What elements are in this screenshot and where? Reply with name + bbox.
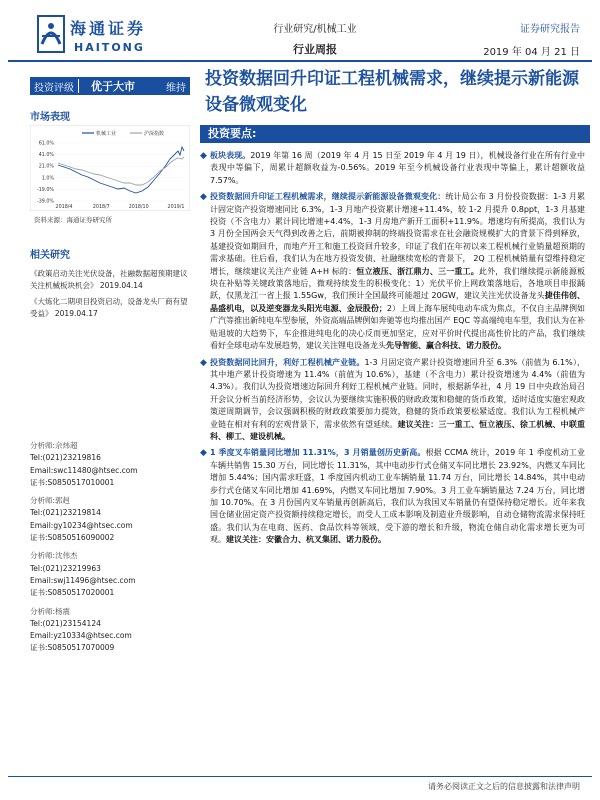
report-label: 证券研究报告 (520, 24, 580, 35)
legend-label-2: 沪深指数 (144, 131, 165, 137)
analyst-name: 分析师:郭赳 (30, 496, 71, 506)
related-research (30, 250, 190, 320)
rating-value: 优于大市 (91, 80, 135, 93)
analyst-name: 分析师:佘炜超 (30, 441, 78, 450)
company-logo (8, 10, 168, 58)
key-point-lead: 投资数据同比回升，利好工程机械产业链。 (210, 357, 365, 367)
key-point-emphasis: 捷佳伟创、晶盛机电，以及逆变器龙头阳光电源、金辰股份； (210, 291, 585, 313)
key-point-emphasis: 建议关注：三一重工、恒立液压、徐工机械、中联重科、柳工、建设机械。 (210, 419, 585, 441)
key-point-emphasis: 恒立液压、浙江鼎力、三一重工。 (356, 266, 479, 276)
related-item-date: 2019.04.14 (99, 281, 143, 290)
logo-text-en: HAITONG (74, 41, 145, 54)
related-item-title: 《大炼化二期项目投资启动，设备龙头厂商有望受益》 (30, 297, 188, 318)
related-item-title: 《政策启动关注光伏设备，社融数据超预期建议关注机械板块机会》 (30, 269, 188, 290)
y-tick-label: 21.0% (38, 164, 54, 170)
bullet-icon: ◆ (200, 192, 207, 203)
rating-box (30, 77, 190, 95)
rating-status: 维持 (166, 82, 186, 94)
key-point-emphasis: 建议关注：安徽合力、杭叉集团、诺力股份。 (226, 535, 386, 545)
key-point-lead: 投资数据回升印证工程机械需求，继续提示新能源设备微观变化： (210, 192, 446, 202)
x-tick-label: 2018/10 (128, 205, 149, 210)
y-tick-label: -39.0% (37, 199, 54, 205)
related-heading: 相关研究 (30, 250, 70, 261)
analyst-card (30, 606, 190, 655)
analyst-name: 分析师:沈伟杰 (30, 551, 78, 561)
bullet-icon: ◆ (200, 448, 207, 459)
legend-label-1: 机械工业 (96, 131, 117, 137)
key-point-text: 根据 CCMA 统计，2019 年 1 季度机动工业车辆共销售 15.30 万台，同比增长 11.31%，其中电动步行式仓储叉车同比增长 23.92%，内燃叉车同比增加 5.44%；国内需求旺盛，1 季度国内机动工业车辆销量 11.74 万台，同比增长 14.84%，其中电动步行式仓储叉车同比增加 41.69%，内燃叉车同比增加 7.90%。3 月工业车辆销量达 7.24 万台，同比增加 10.70%。在 3 月份国内叉车销量再创新高后，我们认为我国叉车销量仍有望保持稳定增长。近年来我国仓储业固定资产投资额持续稳定增长，而受人工成本影响及制造业升级影响，自动仓储物流需求保持旺盛。我们认为在电商、医药、食品饮料等领域，受下游的增长和升级，物流仓储自动化需求增长更为可观。 (210, 448, 585, 545)
key-point-2 (200, 191, 585, 352)
y-tick-label: 61.0% (38, 141, 54, 147)
report-category-block (250, 20, 380, 57)
header-divider (8, 60, 592, 62)
bullet-icon: ◆ (200, 151, 207, 161)
report-type: 行业周报 (293, 43, 337, 56)
chart-source: 资料来源：海通证券研究所 (34, 216, 112, 224)
analyst-cert: 证书:S0850516090002 (30, 533, 115, 543)
haitong-logo-icon (36, 14, 66, 54)
analyst-card (30, 550, 190, 599)
analyst-email[interactable]: Email:swj11496@htsec.com (30, 575, 136, 585)
market-performance-chart (30, 125, 190, 211)
x-tick-label: 2018/7 (92, 205, 110, 210)
report-title: 投资数据回升印证工程机械需求，继续提示新能源设备微观变化 (205, 69, 579, 115)
report-meta (483, 20, 580, 58)
x-tick-label: 2019/1 (167, 205, 185, 210)
report-date: 2019 年 04 月 21 日 (483, 47, 580, 58)
analyst-tel: Tel:(021)23219963 (30, 563, 101, 573)
key-points-body (200, 150, 585, 551)
analyst-email[interactable]: Email:yz10334@htsec.com (30, 631, 132, 641)
key-point-emphasis: 先导智能、赢合科技、诺力股份。 (386, 341, 506, 351)
report-category: 行业研究/机械工业 (273, 24, 357, 35)
y-tick-label: -19.0% (37, 187, 54, 193)
footer-divider (8, 776, 592, 777)
analyst-cert: 证书:S0850517010001 (30, 477, 115, 487)
y-tick-label: 1.0% (41, 176, 54, 182)
key-point-text: 2019 年第 16 周（2019 年 4 月 15 日至 2019 年 4 月 19 日），机械设备行业在所有行业中表现中等偏下，周累计超额收益为-0.56%。2019 年至今机械设备行业表现中等偏上，累计超额收益 7.57%。 (210, 151, 585, 185)
related-item-date: 2019.04.17 (54, 309, 98, 318)
key-point-text: 2）上周上海车展纯电动车成为焦点，不仅自主品牌例如广汽等推出新纯电车型参展，外资高端品牌例如奔驰等也均推出国产 EQC 等高端纯电车型，我们认为在补贴退坡的大趋势下，车企推进纯电化的决心反而更加坚定，应对平价时代提出高性价比的产品，我们继续看好全球电动车发展趋势，建议关注锂电设备龙头 (210, 303, 585, 351)
analyst-tel: Tel:(021)23219816 (30, 453, 101, 463)
key-point-4 (200, 447, 585, 546)
key-point-text: 1-3 月固定资产累计投资增速回升至 6.3%（前值为 6.1%），其中地产累计投资增速为 11.4%（前值为 10.6%），基建（不含电力）累计投资增速为 4.4%（前值为 4.3%）。我们认为投资增速边际回升利好工程机械产业链。同时，根据新华社，4 月 19 日中央政治局召开会议分析当前经济形势，会议认为要继续实施积极的财政政策和稳健的货币政策，适时适度实施宏观政策逆周期调节，会议强调积极的财政政策要加力提效，稳健的货币政策要松紧适度。我们认为工程机械产业链在相对有利的宏观背景下，需求依然有望延续。 (210, 357, 585, 429)
key-point-3 (200, 357, 585, 444)
bullet-icon: ◆ (200, 357, 207, 368)
analyst-email[interactable]: Email:swc11480@htsec.com (30, 465, 138, 475)
rating-separator (78, 79, 87, 93)
key-point-lead: 1 季度叉车销量同比增加 11.31%，3 月销量创历史新高。 (210, 448, 426, 458)
analyst-card (30, 440, 190, 489)
analyst-name: 分析师:杨震 (30, 606, 71, 616)
analyst-tel: Tel:(021)23154124 (30, 618, 101, 628)
analyst-email[interactable]: Email:gy10234@htsec.com (30, 520, 133, 530)
analyst-card (30, 495, 190, 544)
key-point-text: 此外，我们继续提示新能源板块在补贴等关键政策落地后，微观持续发生的积极变化：1）光伏平价上网政策落地后，各地项目申报踊跃，仅黑龙江一省上报 1.55Gw，我们预计全国最终可能超过 20GW，建议关注光伏设备龙头 (210, 266, 586, 301)
key-point-1 (200, 150, 585, 187)
key-point-text: 统计局公布 3 月份投资数据：1-3 月累计固定资产投资增速同比 6.3%，1-3 月地产投资累计增速+11.4%，较 1-2 月提升 0.8ppt，1-3 月基建投资（不含电力）累计同比增速+4.4%，1-3 月房地产新开工面积+11.9%。增速均有所提高，我们认为 3 月份全国两会天气得到改善之后，前期被抑制的终端投资需求在社会融资规模扩大的背景下得到释放，基建投资如期回升，而地产开工和施工投资回升较多，印证了我们在年初以来工程机械行业销量超预期的需求基础。往后看，我们认为在地方投资发债、社融继续宽松的背景下， 2Q 工程机械销量有望维持稳定增长，继续建议关注产业链 A+H 标的： (210, 192, 585, 276)
analyst-list (30, 440, 190, 661)
key-points-heading: 投资要点: (200, 125, 590, 143)
analyst-cert: 证书:S0850517020001 (30, 588, 115, 598)
related-item[interactable] (30, 296, 190, 320)
y-tick-label: 41.0% (38, 153, 54, 159)
key-point-lead: 板块表现。 (210, 151, 251, 160)
rating-label: 投资评级 (34, 82, 74, 94)
disclaimer-footer: 请务必阅读正文之后的信息披露和法律声明 (428, 782, 580, 791)
x-tick-label: 2018/4 (55, 205, 73, 210)
market-heading: 市场表现 (30, 112, 70, 123)
analyst-cert: 证书:S0850517070009 (30, 643, 115, 653)
logo-text-cn: 海通证券 (70, 19, 147, 38)
related-item[interactable] (30, 268, 190, 292)
analyst-tel: Tel:(021)23219814 (30, 508, 101, 518)
